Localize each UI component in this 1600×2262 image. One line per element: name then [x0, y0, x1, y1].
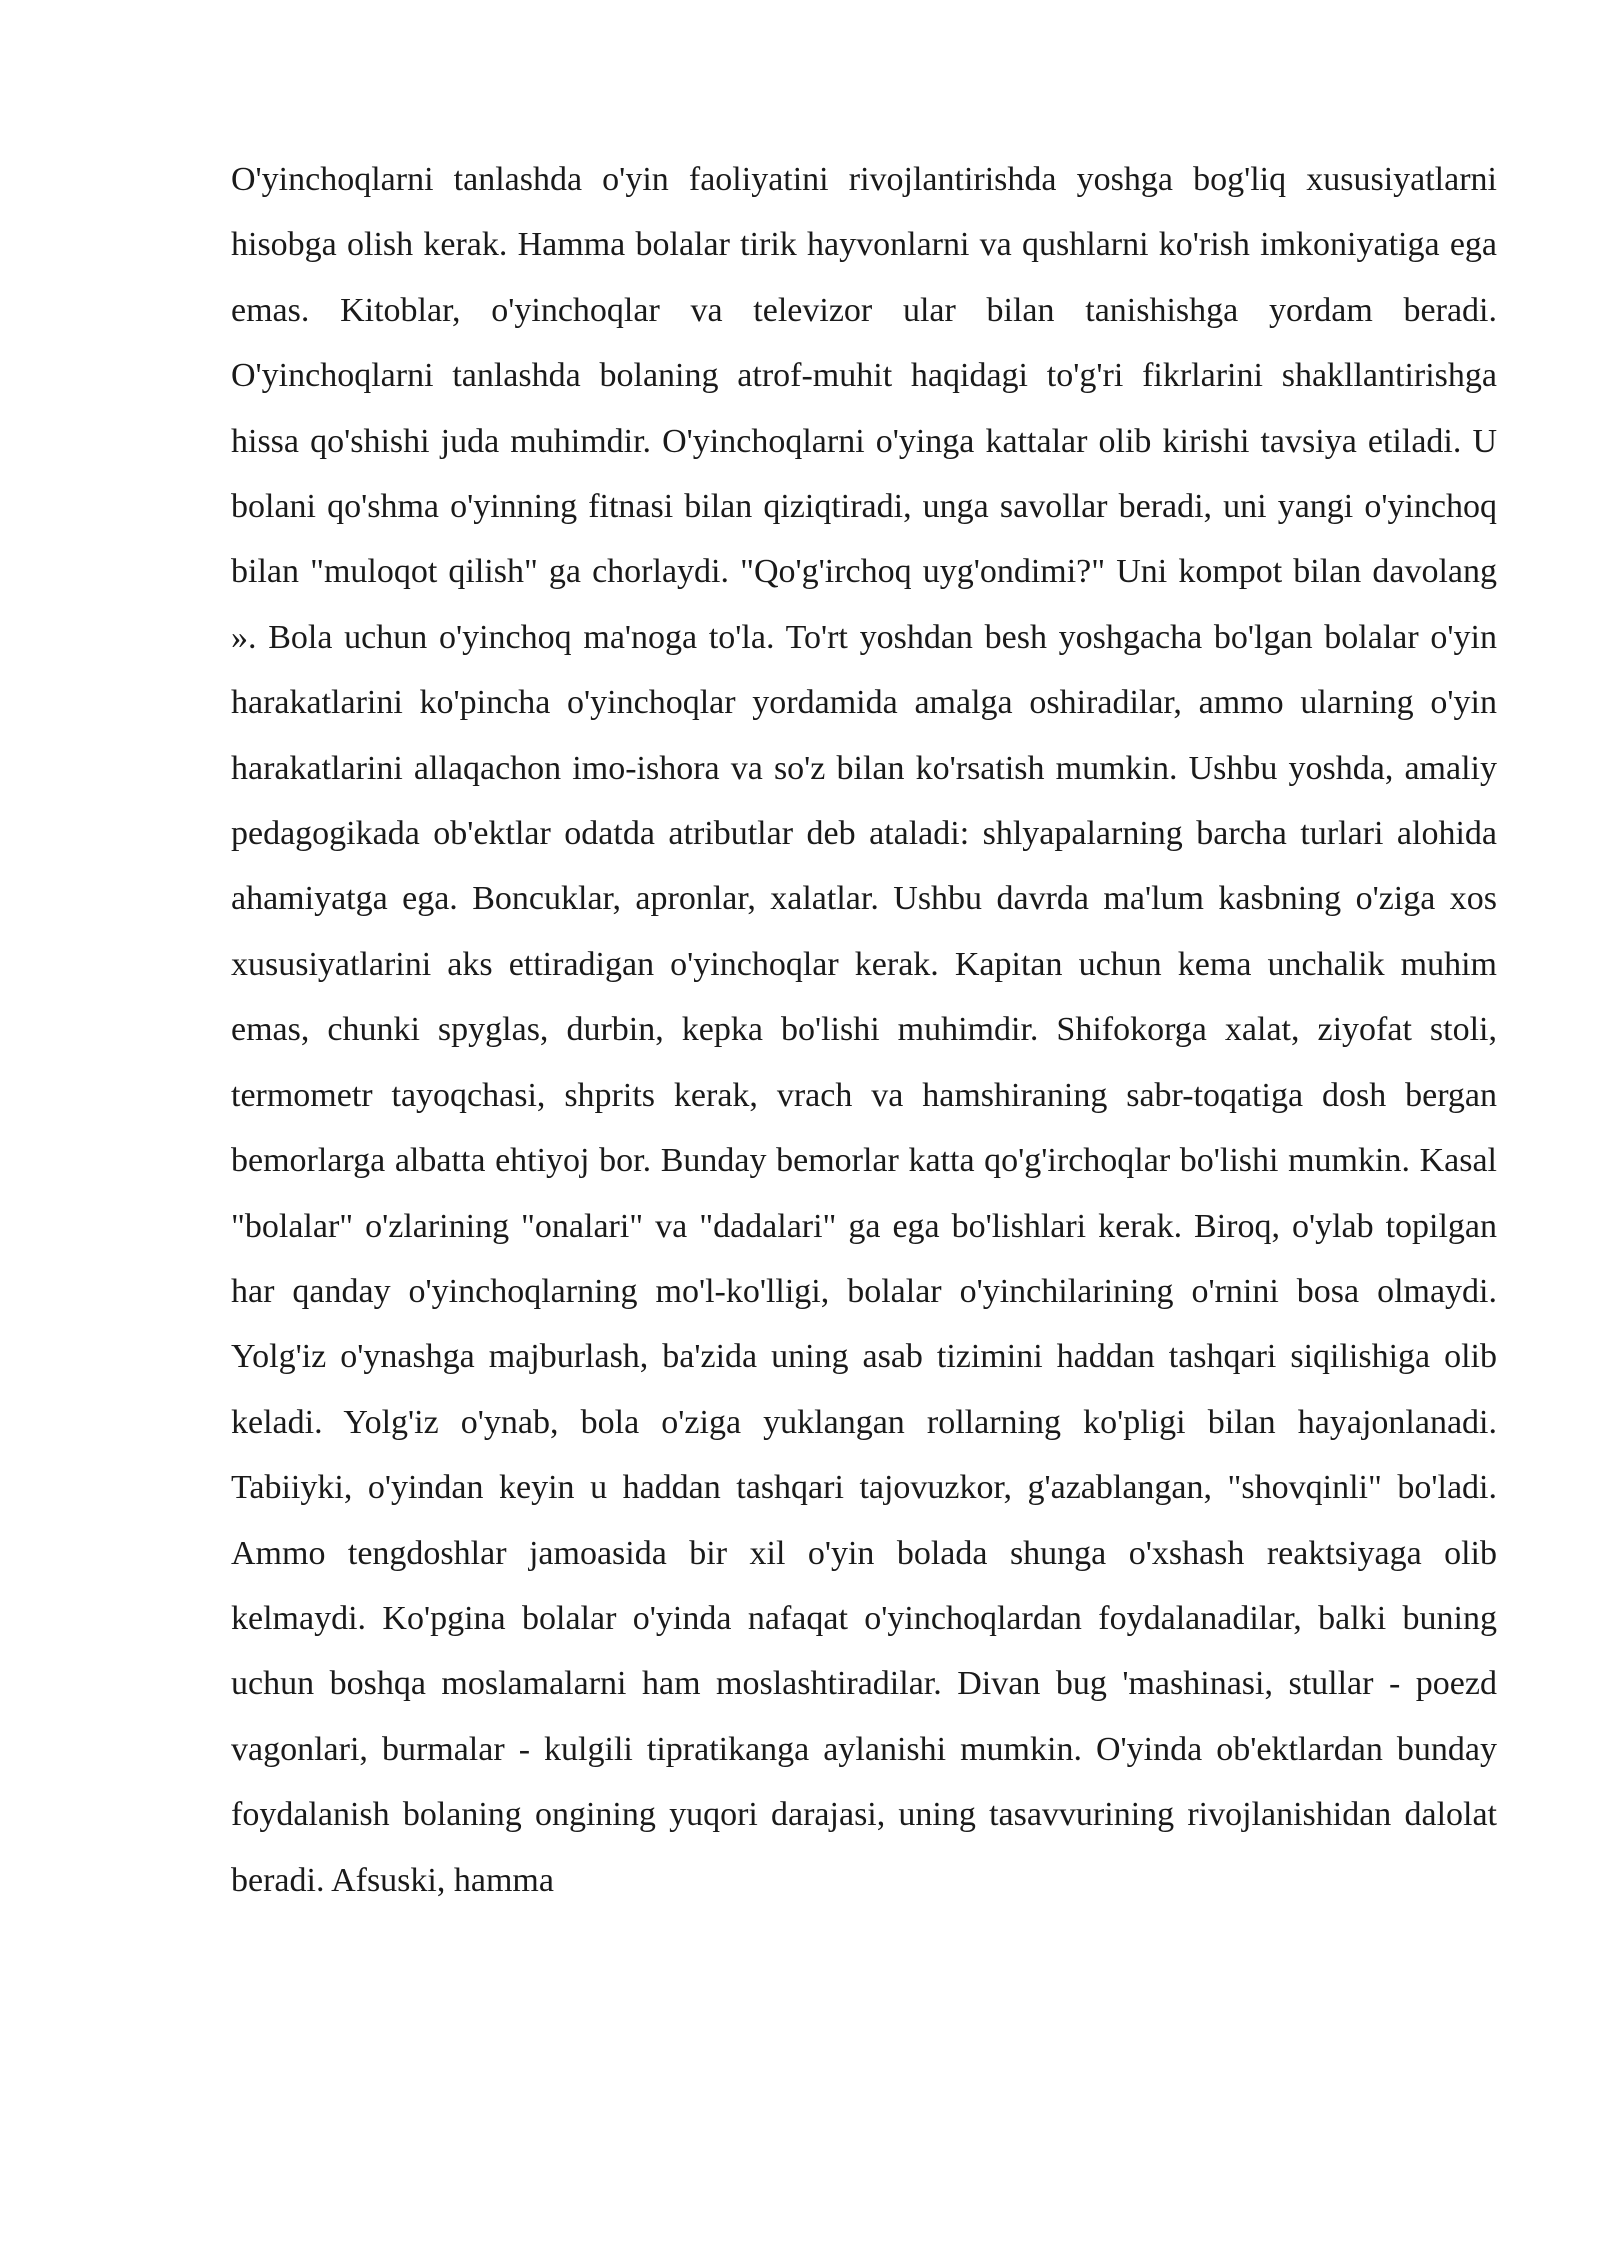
body-paragraph: O'yinchoqlarni tanlashda o'yin faoliyatini rivojlantirishda yoshga bog'liq xususiyatlarni hisobga olish kerak. Hamma bolalar tirik hayvonlarni va qushlarni ko'rish imkoniyatiga ega emas. Kitoblar, o'yinchoqlar va televizor ular bilan tanishishga yordam beradi. O'yinchoqlarni tanlashda bolaning atrof-muhit haqidagi to'g'ri fikrlarini shakllantirishga hissa qo'shishi juda muhimdir. O'yinchoqlarni o'yinga kattalar olib kirishi tavsiya etiladi. U bolani qo'shma o'yinning fitnasi bilan qiziqtiradi, unga savollar beradi, uni yangi o'yinchoq bilan "muloqot qilish" ga chorlaydi. "Qo'g'irchoq uyg'ondimi?" Uni kompot bilan davolang ». Bola uchun o'yinchoq ma'noga to'la. To'rt yoshdan besh yoshgacha bo'lgan bolalar o'yin harakatlarini ko'pincha o'yinchoqlar yordamida amalga oshiradilar, ammo ularning o'yin harakatlarini allaqachon imo-ishora va so'z bilan ko'rsatish mumkin. Ushbu yoshda, amaliy pedagogikada ob'ektlar odatda atributlar deb ataladi: shlyapalarning barcha turlari alohida ahamiyatga ega. Boncuklar, apronlar, xalatlar. Ushbu davrda ma'lum kasbning o'ziga xos xususiyatlarini aks ettiradigan o'yinchoqlar kerak. Kapitan uchun kema unchalik muhim emas, chunki spyglas, durbin, kepka bo'lishi muhimdir. Shifokorga xalat, ziyofat stoli, termometr tayoqchasi, shprits kerak, vrach va hamshiraning sabr-toqatiga dosh bergan bemorlarga albatta ehtiyoj bor. Bunday bemorlar katta qo'g'irchoqlar bo'lishi mumkin. Kasal "bolalar" o'zlarining "onalari" va "dadalari" ga ega bo'lishlari kerak. Biroq, o'ylab topilgan har qanday o'yinchoqlarning mo'l-ko'lligi, bolalar o'yinchilarining o'rnini bosa olmaydi. Yolg'iz o'ynashga majburlash, ba'zida uning asab tizimini haddan tashqari siqilishiga olib keladi. Yolg'iz o'ynab, bola o'ziga yuklangan rollarning ko'pligi bilan hayajonlanadi. Tabiiyki, o'yindan keyin u haddan tashqari tajovuzkor, g'azablangan, "shovqinli" bo'ladi. Ammo tengdoshlar jamoasida bir xil o'yin bolada shunga o'xshash reaktsiyaga olib kelmaydi. Ko'pgina bolalar o'yinda nafaqat o'yinchoqlardan foydalanadilar, balki buning uchun boshqa moslamalarni ham moslashtiradilar. Divan bug 'mashinasi, stullar - poezd vagonlari, burmalar - kulgili tipratikanga aylanishi mumkin. O'yinda ob'ektlardan bunday foydalanish bolaning ongining yuqori darajasi, uning tasavvurining rivojlanishidan dalolat beradi. Afsuski, hamma: [231, 161, 1497, 1899]
